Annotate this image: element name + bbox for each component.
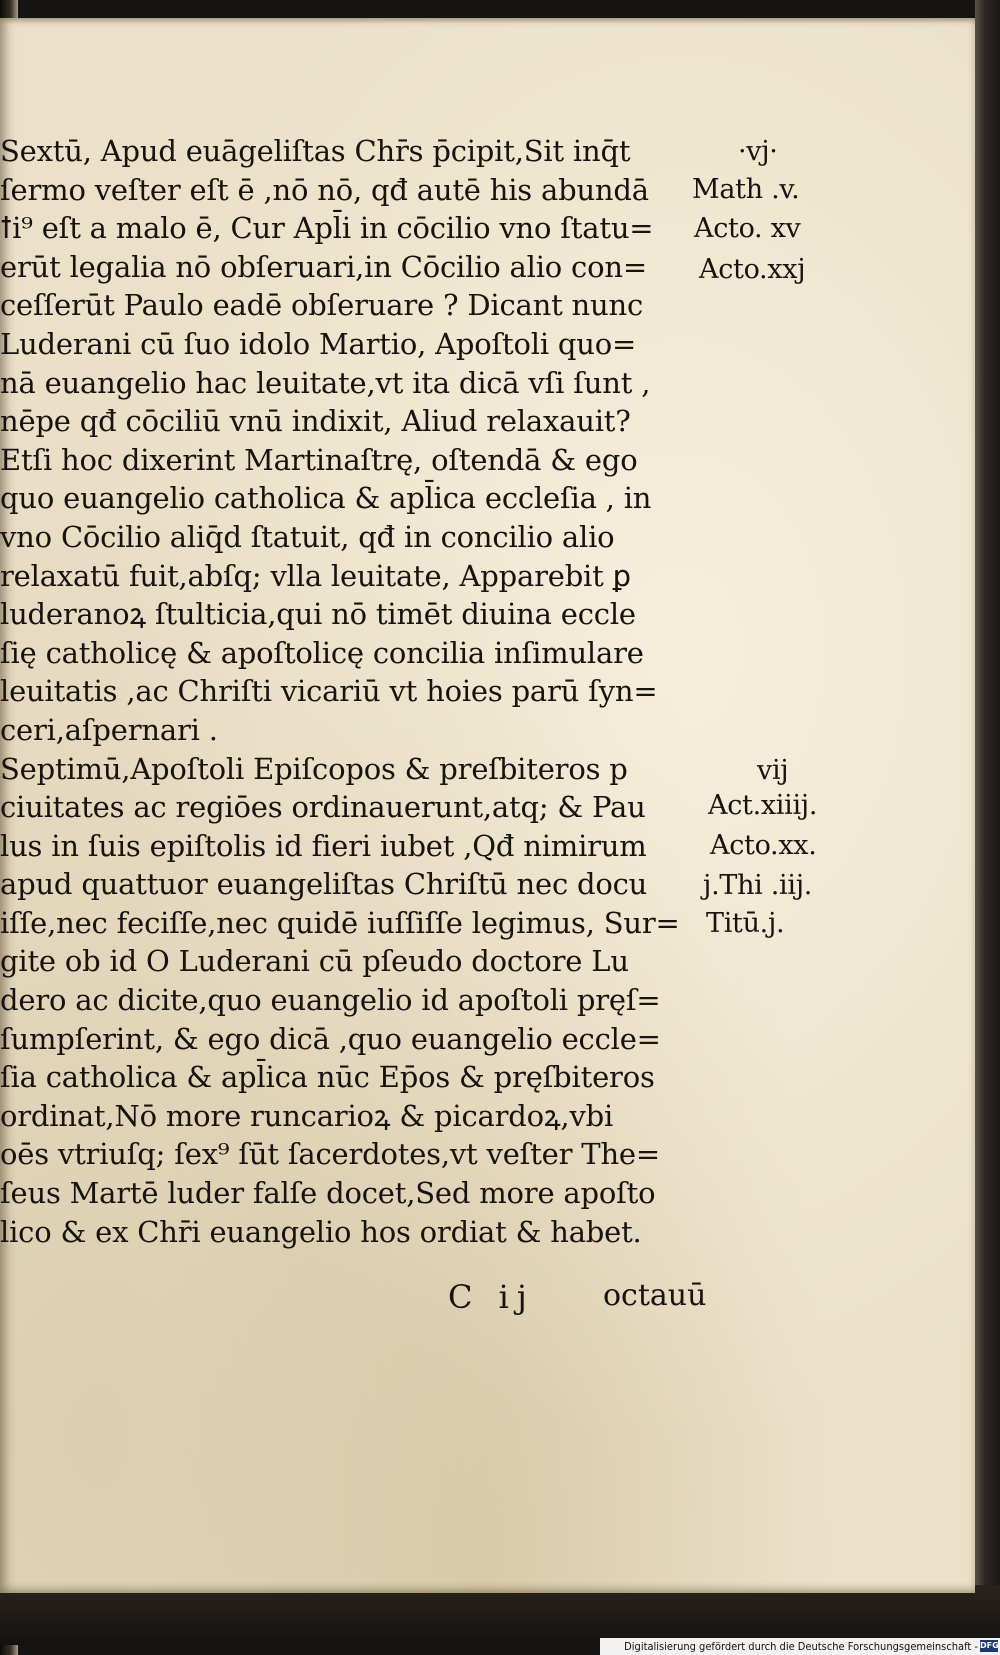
margin-note-timothy: j.Thi .iij. <box>703 870 813 901</box>
margin-note-matthew: Math .v. <box>692 174 800 205</box>
text-line: Luderani cū ſuo idolo Martio, Apoſtoli quo= <box>0 326 637 361</box>
text-line: apud quattuor euangeliſtas Chriſtū nec docu <box>0 867 648 902</box>
text-line: relaxatū fuit,abſq; vlla leuitate, Apparebit ꝑ <box>0 558 631 593</box>
text-line: ſermo veſter eſt ē ,nō nō, qđ autē his abundā <box>0 172 649 207</box>
text-line: Septimū,Apoſtoli Epiſcopos & preſbiteros p <box>0 751 628 786</box>
text-line: nēpe qđ cōciliū vnū indixit, Aliud relaxauit? <box>0 404 631 439</box>
margin-note-section-7: vij <box>757 755 789 786</box>
catchword: octauū <box>603 1278 707 1313</box>
text-line: dero ac dicite,quo euangelio id apoſtoli pręſ= <box>0 983 661 1018</box>
text-line: vno Cōcilio aliq̄d ſtatuit, qđ in concilio alio <box>0 519 615 554</box>
background-bottom-edge <box>0 1585 1000 1645</box>
text-line: lico & ex Chr̄i euangelio hos ordiat & habet. <box>0 1214 642 1249</box>
text-line: lus in ſuis epiſtolis id fieri iubet ,Qđ nimirum <box>0 828 647 863</box>
text-line: ceri,aſpernari . <box>0 712 218 747</box>
text-line: Etſi hoc dixerint Martinaſtrę, oſtendā & ego <box>0 442 638 477</box>
page-top-shadow <box>0 18 975 24</box>
text-line: ceſſerūt Paulo eadē obſeruare ? Dicant nunc <box>0 288 644 323</box>
text-line: quo euangelio catholica & apl̄ica eccleſia , in <box>0 481 652 516</box>
margin-note-acts-21: Acto.xxj <box>699 254 806 285</box>
body-text <box>0 132 700 1251</box>
text-line: nā euangelio hac leuitate,vt ita dicā vſi ſunt , <box>0 365 651 400</box>
text-line: ciuitates ac regiōes ordinauerunt,atq; & Pau <box>0 790 646 825</box>
text-line: ſeus Martē luder falſe docet,Sed more apoſto <box>0 1176 656 1211</box>
text-line: Sextū, Apud euāgeliſtas Chr̄s p̄cipit,Sit inq̄t <box>0 134 631 168</box>
margin-note-titus: Titū.j. <box>706 908 785 939</box>
text-line: leuitatis ,ac Chriſti vicariū vt hoies parū ſyn= <box>0 674 658 709</box>
text-line: luderanoꝝ ſtulticia,qui nō timēt diuina eccle <box>0 597 636 632</box>
margin-note-acts-20: Acto.xx. <box>710 830 817 861</box>
text-line: ſię catholicę & apoſtolicę concilia inſimulare <box>0 635 644 670</box>
text-line: ꝉi⁹ eſt a malo ē, Cur Apl̄i in cōcilio vno ſtatu= <box>0 211 654 246</box>
background-right-edge <box>975 0 1000 1600</box>
text-line: ſumpſerint, & ego dicā ,quo euangelio eccle= <box>0 1021 661 1056</box>
margin-note-acts-14: Act.xiiij. <box>708 790 818 821</box>
margin-note-section-6: ·vj· <box>738 136 778 167</box>
digitization-credit: Digitalisierung gefördert durch die Deutsche Forschungsgemeinschaft - <box>624 1640 978 1653</box>
signature-mark: C ij <box>448 1278 535 1316</box>
text-line: ordinat,Nō more runcarioꝝ & picardoꝝ,vbi <box>0 1098 614 1133</box>
margin-note-acts-15: Acto. xv <box>694 213 801 244</box>
text-line: erūt legalia nō obſeruari,in Cōcilio alio con= <box>0 249 647 284</box>
text-line: gite ob id O Luderani cū pſeudo doctore Lu <box>0 944 629 979</box>
dfg-logo: DFG <box>980 1641 999 1650</box>
text-line: iſſe,nec feciſſe,nec quidē iuſſiſſe legimus, Sur= <box>0 905 680 940</box>
text-line: ſia catholica & apl̄ica nūc Ep̄os & pręſbiteros <box>0 1060 655 1095</box>
text-line: oēs vtriuſq; ſex⁹ ſūt ſacerdotes,vt veſter The= <box>0 1137 660 1172</box>
